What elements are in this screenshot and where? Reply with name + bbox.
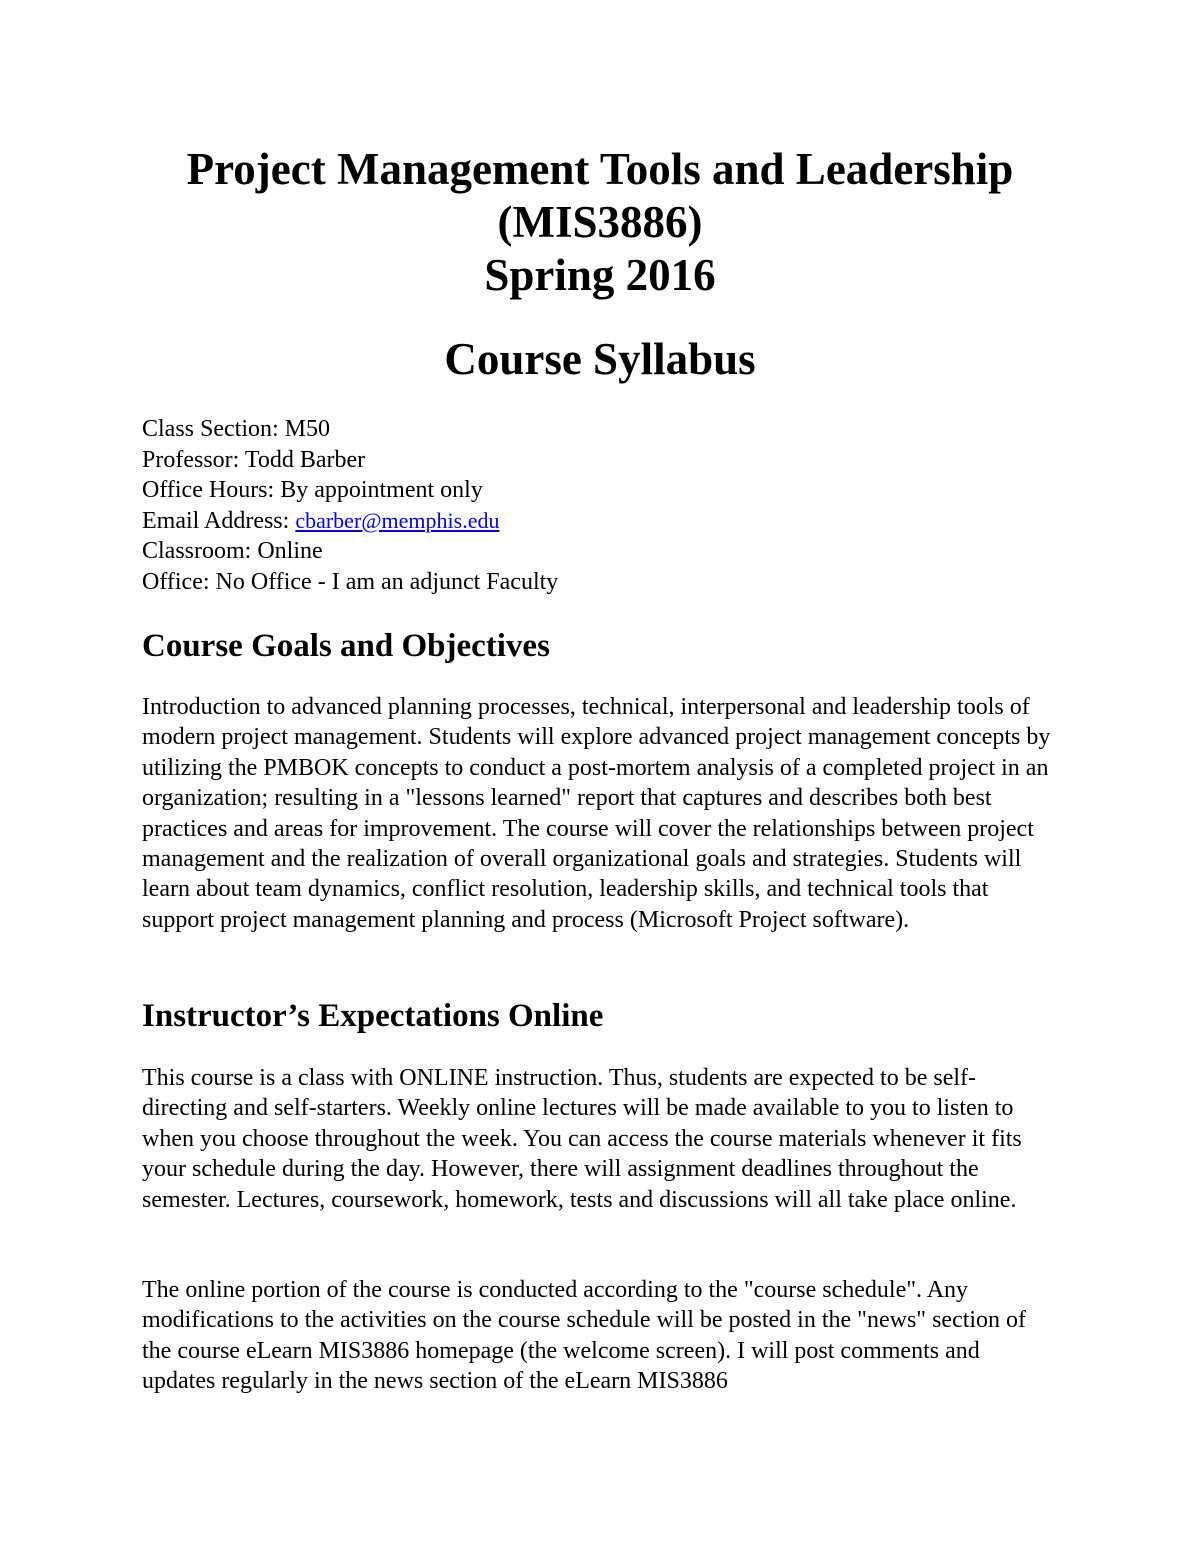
title-term: Spring 2016 (484, 250, 716, 300)
syllabus-heading: Course Syllabus (444, 334, 756, 384)
office-hours: Office Hours: By appointment only (142, 477, 483, 503)
email-address (142, 506, 1058, 537)
goals-paragraph: Introduction to advanced planning processes, technical, interpersonal and leadership tools of modern project management. Students will explore advanced project management concepts by utilizing the PMBOK concepts to conduct a post-mortem analysis of a completed project in an organization; resulting in a "lessons learned" report that captures and describes both best practices and areas for improvement. The course will cover the relationships between project management and the realization of overall organizational goals and strategies. Students will learn about team dynamics, conflict resolution, leadership skills, and technical tools that support project management planning and process (Microsoft Project software). (142, 694, 1051, 933)
title-course-code: (MIS3886) (497, 197, 703, 247)
classroom: Classroom: Online (142, 538, 323, 564)
document-title (142, 143, 1058, 302)
expectations-paragraph-1: This course is a class with ONLINE instruction. Thus, students are expected to be self-directing and self-starters. Weekly online lectures will be made available to you to listen to when you choose throughout the week. You can access the course materials whenever it fits your schedule during the day. However, there will assignment deadlines throughout the semester. Lectures, coursework, homework, tests and discussions will all take place online. (142, 1065, 1022, 1213)
expectations-heading: Instructor’s Expectations Online (142, 998, 604, 1034)
expectations-paragraph-2: The online portion of the course is conducted according to the "course schedule". Any modifications to the activities on the course schedule will be posted in the "news" section of the course eLearn MIS3886 homepage (the welcome screen). I will post comments and updates regularly in the news section of the eLearn MIS3886 (142, 1277, 1027, 1395)
email-link[interactable]: cbarber@memphis.edu (295, 507, 500, 533)
class-section: Class Section: M50 (142, 416, 331, 442)
title-course-name: Project Management Tools and Leadership (186, 144, 1014, 194)
course-info (142, 414, 1058, 597)
professor: Professor: Todd Barber (142, 446, 366, 473)
document-page (142, 0, 1058, 1553)
goals-heading: Course Goals and Objectives (142, 628, 550, 664)
email-label: Email Address: (142, 507, 296, 534)
office: Office: No Office - I am an adjunct Faculty (142, 568, 559, 595)
